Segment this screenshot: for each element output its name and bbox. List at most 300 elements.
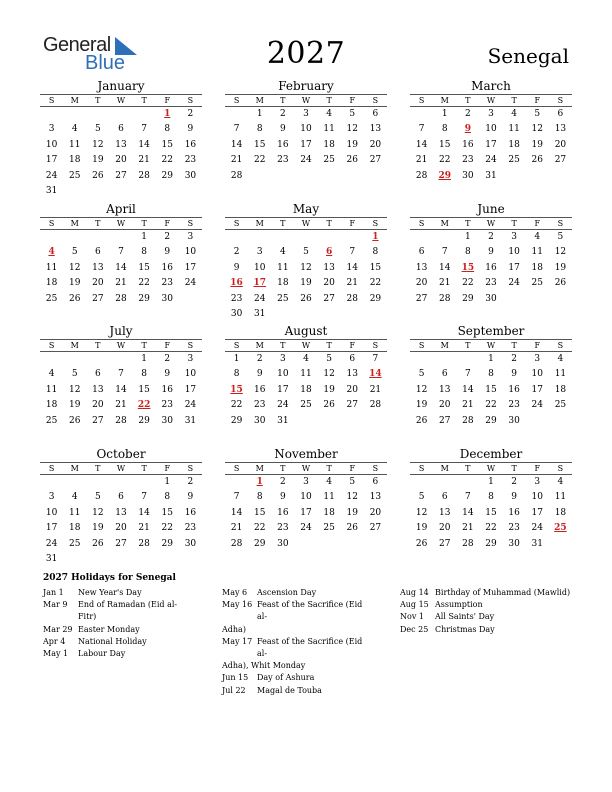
holiday-entry: [43, 648, 193, 660]
day-cell: 27: [115, 538, 127, 549]
weekday-label: W: [301, 96, 311, 105]
day-cell: 14: [230, 507, 243, 518]
holiday-name: Magal de Touba: [257, 685, 322, 695]
empty-cell: [133, 475, 156, 490]
day-cell: 10: [184, 247, 197, 258]
weekday-label: M: [440, 464, 449, 473]
empty-cell: [225, 230, 248, 245]
day-cell: 22: [230, 400, 243, 411]
weekday-header: [410, 94, 572, 107]
day-cell: 9: [511, 369, 517, 380]
day-cell: 6: [372, 109, 379, 119]
day-grid: [410, 107, 572, 184]
day-cell: 3: [488, 109, 494, 119]
day-cell: 2: [256, 354, 263, 364]
weekday-header: [410, 339, 572, 352]
holiday-day-cell: 15: [461, 262, 475, 273]
day-cell: 28: [369, 400, 382, 411]
day-cell: 28: [115, 293, 127, 304]
day-cell: 17: [300, 139, 312, 150]
day-cell: 11: [323, 492, 335, 503]
holiday-day-cell: 17: [253, 278, 266, 289]
day-cell: 19: [300, 278, 312, 289]
day-cell: 5: [557, 232, 564, 242]
weekday-header: [40, 217, 202, 230]
day-cell: 10: [508, 247, 520, 258]
holiday-entry: [222, 587, 372, 599]
holiday-name: All Saints' Day: [435, 612, 495, 622]
day-cell: 4: [48, 369, 55, 380]
day-cell: 1: [464, 232, 471, 242]
day-cell: 30: [253, 415, 266, 426]
holiday-entry: [43, 624, 193, 636]
day-cell: 6: [441, 492, 448, 503]
day-cell: 23: [253, 400, 266, 411]
day-cell: 2: [464, 109, 471, 119]
empty-cell: [109, 107, 132, 122]
day-cell: 23: [508, 523, 520, 534]
holidays-title: 2027 Holidays for Senegal: [43, 573, 176, 583]
day-cell: 7: [441, 247, 448, 258]
empty-cell: [40, 475, 63, 490]
month-september: [410, 324, 572, 429]
day-cell: 12: [346, 124, 358, 135]
holiday-entry: [43, 636, 193, 648]
holiday-date: Apr 4: [43, 636, 66, 646]
empty-cell: [63, 107, 86, 122]
holiday-column: [400, 587, 575, 636]
holiday-column: [43, 587, 193, 660]
weekday-label: M: [440, 96, 449, 105]
day-cell: 18: [45, 278, 58, 289]
weekday-header: [410, 462, 572, 475]
weekday-label: W: [301, 219, 311, 228]
weekday-label: F: [534, 464, 541, 473]
day-cell: 19: [415, 523, 428, 534]
weekday-label: S: [187, 96, 194, 105]
day-cell: 22: [253, 523, 266, 534]
day-cell: 2: [233, 247, 240, 258]
day-cell: 4: [71, 492, 78, 503]
day-cell: 28: [462, 538, 474, 549]
day-cell: 17: [300, 507, 312, 518]
day-cell: 11: [531, 247, 543, 258]
day-cell: 30: [508, 415, 520, 426]
weekday-label: T: [326, 219, 332, 228]
day-cell: 20: [369, 139, 382, 150]
day-cell: 16: [508, 384, 520, 395]
day-cell: 18: [300, 384, 312, 395]
day-cell: 17: [531, 384, 543, 395]
weekday-label: M: [255, 96, 264, 105]
weekday-label: T: [95, 464, 101, 473]
weekday-label: W: [301, 341, 311, 350]
day-cell: 30: [184, 538, 197, 549]
day-cell: 15: [253, 507, 266, 518]
day-cell: 18: [554, 384, 567, 395]
day-cell: 14: [138, 139, 150, 150]
weekday-label: W: [486, 219, 496, 228]
holiday-name-continued: Adha), Whit Monday: [222, 661, 306, 671]
weekday-label: T: [511, 341, 517, 350]
weekday-label: M: [255, 341, 264, 350]
weekday-label: S: [233, 341, 240, 350]
holiday-name: Assumption: [435, 600, 483, 610]
day-cell: 13: [438, 384, 451, 395]
month-july: [40, 324, 202, 429]
holiday-day-cell: 1: [256, 477, 263, 487]
empty-cell: [318, 230, 341, 245]
weekday-label: T: [141, 96, 147, 105]
day-cell: 5: [534, 109, 541, 119]
logo-text-blue: Blue: [85, 52, 126, 74]
day-cell: 28: [230, 538, 243, 549]
month-name: August: [284, 324, 328, 338]
day-cell: 19: [554, 262, 567, 273]
day-cell: 5: [94, 492, 101, 503]
day-cell: 19: [68, 400, 81, 411]
weekday-label: M: [255, 464, 264, 473]
day-cell: 9: [256, 369, 263, 380]
day-cell: 8: [488, 492, 494, 503]
day-cell: 10: [300, 492, 312, 503]
day-cell: 14: [462, 384, 474, 395]
day-cell: 21: [462, 400, 474, 411]
weekday-label: M: [255, 219, 264, 228]
weekday-label: T: [326, 464, 332, 473]
day-cell: 10: [531, 492, 543, 503]
weekday-label: T: [465, 219, 471, 228]
day-cell: 11: [508, 124, 520, 135]
day-cell: 15: [161, 139, 173, 150]
day-cell: 31: [253, 308, 266, 319]
day-cell: 26: [531, 155, 543, 166]
empty-cell: [271, 230, 294, 245]
day-grid: [40, 107, 202, 199]
weekday-label: S: [187, 464, 194, 473]
day-cell: 11: [554, 492, 567, 503]
day-cell: 31: [45, 185, 58, 196]
day-cell: 4: [71, 124, 78, 135]
day-cell: 24: [184, 400, 197, 411]
day-cell: 23: [508, 400, 520, 411]
day-grid: [410, 352, 572, 429]
holiday-date: May 16: [222, 600, 253, 610]
day-cell: 9: [164, 369, 171, 380]
day-cell: 26: [554, 278, 567, 289]
holiday-day-cell: 15: [230, 384, 243, 395]
empty-cell: [63, 475, 86, 490]
day-cell: 7: [464, 492, 471, 503]
weekday-label: S: [372, 96, 379, 105]
day-cell: 12: [92, 507, 104, 518]
weekday-label: S: [48, 341, 55, 350]
day-cell: 7: [349, 247, 356, 258]
page-title-year: 2027: [266, 36, 346, 71]
holiday-name: End of Ramadan (Eid al-Fitr): [78, 600, 178, 622]
day-cell: 24: [184, 278, 197, 289]
day-grid: [225, 230, 387, 322]
day-cell: 16: [184, 139, 197, 150]
day-cell: 15: [485, 507, 497, 518]
day-cell: 2: [488, 232, 494, 242]
day-cell: 11: [277, 262, 289, 273]
weekday-label: S: [418, 219, 425, 228]
day-cell: 9: [233, 262, 240, 273]
day-cell: 27: [323, 293, 335, 304]
day-cell: 22: [485, 400, 497, 411]
day-cell: 27: [92, 415, 104, 426]
day-cell: 25: [277, 293, 289, 304]
day-cell: 20: [92, 400, 104, 411]
empty-cell: [109, 230, 132, 245]
holiday-date: Jan 1: [43, 588, 64, 597]
day-cell: 7: [418, 124, 425, 135]
weekday-label: M: [70, 96, 79, 105]
day-cell: 21: [415, 155, 428, 166]
empty-cell: [294, 230, 317, 245]
weekday-label: S: [418, 341, 425, 350]
day-cell: 9: [187, 124, 194, 135]
day-cell: 14: [462, 507, 474, 518]
day-cell: 31: [485, 170, 497, 181]
day-cell: 22: [462, 278, 474, 289]
day-grid: [225, 475, 387, 552]
weekday-label: F: [164, 219, 171, 228]
day-cell: 21: [138, 155, 150, 166]
weekday-header: [40, 339, 202, 352]
day-cell: 8: [441, 124, 448, 135]
day-cell: 14: [438, 262, 451, 273]
day-cell: 1: [256, 109, 263, 119]
month-name: December: [459, 447, 523, 461]
day-cell: 24: [485, 155, 497, 166]
holiday-date: May 6: [222, 588, 248, 597]
day-cell: 8: [256, 492, 263, 503]
day-cell: 31: [45, 553, 58, 564]
day-cell: 9: [511, 492, 517, 503]
day-cell: 20: [115, 523, 127, 534]
holiday-day-cell: 29: [438, 170, 451, 181]
day-cell: 6: [94, 369, 101, 380]
day-cell: 16: [485, 262, 497, 273]
empty-cell: [410, 107, 433, 122]
day-cell: 4: [534, 232, 541, 242]
weekday-label: T: [326, 96, 332, 105]
holiday-name-continued: Adha): [222, 624, 246, 634]
weekday-header: [225, 462, 387, 475]
day-cell: 8: [488, 369, 494, 380]
weekday-header: [40, 94, 202, 107]
holiday-entry: [222, 599, 372, 623]
day-cell: 2: [511, 354, 517, 364]
day-cell: 28: [346, 293, 358, 304]
weekday-label: S: [233, 96, 240, 105]
empty-cell: [86, 475, 109, 490]
day-cell: 23: [230, 293, 243, 304]
month-name: September: [457, 324, 525, 338]
day-cell: 2: [279, 477, 286, 487]
day-cell: 6: [349, 354, 356, 364]
country-name: Senegal: [487, 44, 569, 68]
day-cell: 11: [300, 369, 312, 380]
day-cell: 22: [253, 155, 266, 166]
day-cell: 24: [531, 400, 543, 411]
day-cell: 6: [118, 492, 124, 503]
weekday-label: T: [326, 341, 332, 350]
weekday-label: T: [280, 96, 286, 105]
day-cell: 20: [369, 507, 382, 518]
weekday-label: F: [349, 219, 356, 228]
holiday-name: Day of Ashura: [257, 673, 315, 683]
day-cell: 26: [415, 538, 428, 549]
day-cell: 16: [253, 384, 266, 395]
day-cell: 11: [45, 384, 58, 395]
day-cell: 13: [346, 369, 358, 380]
weekday-label: T: [280, 219, 286, 228]
holiday-entry: [400, 611, 575, 623]
weekday-label: W: [116, 341, 126, 350]
day-cell: 26: [415, 415, 428, 426]
day-cell: 8: [233, 369, 240, 380]
month-january: [40, 79, 202, 199]
day-cell: 15: [369, 262, 382, 273]
day-cell: 28: [138, 170, 150, 181]
day-cell: 12: [415, 384, 428, 395]
day-cell: 1: [141, 232, 147, 242]
day-cell: 8: [164, 124, 171, 135]
day-cell: 11: [45, 262, 58, 273]
weekday-label: F: [164, 341, 171, 350]
day-cell: 15: [138, 262, 150, 273]
day-cell: 24: [531, 523, 543, 534]
day-cell: 19: [346, 507, 358, 518]
month-november: [225, 447, 387, 552]
day-cell: 13: [438, 507, 451, 518]
day-grid: [410, 230, 572, 307]
day-cell: 24: [45, 538, 58, 549]
day-cell: 16: [277, 507, 289, 518]
weekday-label: T: [95, 341, 101, 350]
day-cell: 24: [277, 400, 289, 411]
day-cell: 29: [138, 293, 150, 304]
month-may: [225, 202, 387, 322]
day-cell: 10: [45, 507, 58, 518]
day-cell: 21: [115, 400, 127, 411]
empty-cell: [86, 230, 109, 245]
day-cell: 22: [485, 523, 497, 534]
weekday-header: [225, 339, 387, 352]
day-cell: 15: [438, 139, 451, 150]
day-cell: 25: [45, 293, 58, 304]
logo-text-general: General: [43, 34, 111, 56]
day-cell: 1: [141, 354, 147, 364]
weekday-label: T: [465, 96, 471, 105]
day-cell: 25: [323, 155, 335, 166]
holiday-date: Jun 15: [222, 673, 249, 683]
weekday-label: F: [534, 341, 541, 350]
day-cell: 18: [531, 262, 543, 273]
holiday-day-cell: 6: [326, 247, 333, 258]
month-name: May: [292, 202, 320, 216]
weekday-label: W: [301, 464, 311, 473]
weekday-label: F: [349, 464, 356, 473]
day-cell: 12: [68, 262, 81, 273]
weekday-label: M: [70, 219, 79, 228]
day-cell: 14: [138, 507, 150, 518]
day-cell: 31: [277, 415, 289, 426]
day-cell: 19: [92, 523, 104, 534]
day-cell: 5: [94, 124, 101, 135]
day-cell: 9: [488, 247, 494, 258]
weekday-label: S: [187, 219, 194, 228]
weekday-label: S: [48, 464, 55, 473]
day-cell: 31: [531, 538, 543, 549]
holiday-name: National Holiday: [78, 636, 147, 646]
holiday-entry: [400, 599, 575, 611]
day-cell: 18: [323, 139, 335, 150]
day-cell: 20: [554, 139, 567, 150]
day-cell: 24: [300, 155, 312, 166]
day-cell: 2: [511, 477, 517, 487]
empty-cell: [63, 352, 86, 367]
day-cell: 23: [161, 278, 173, 289]
weekday-label: S: [372, 341, 379, 350]
day-cell: 29: [369, 293, 382, 304]
month-name: January: [97, 79, 145, 93]
day-cell: 8: [256, 124, 263, 135]
day-cell: 11: [68, 507, 81, 518]
weekday-label: T: [280, 464, 286, 473]
day-grid: [40, 475, 202, 567]
day-cell: 14: [346, 262, 358, 273]
day-cell: 25: [323, 523, 335, 534]
weekday-label: M: [440, 341, 449, 350]
day-grid: [225, 107, 387, 184]
day-cell: 13: [323, 262, 335, 273]
day-cell: 26: [92, 170, 104, 181]
day-cell: 20: [438, 400, 451, 411]
holiday-day-cell: 1: [372, 232, 379, 242]
day-cell: 3: [534, 354, 541, 364]
day-cell: 3: [303, 109, 309, 119]
empty-cell: [410, 352, 433, 367]
weekday-label: F: [349, 96, 356, 105]
weekday-label: S: [233, 219, 240, 228]
day-cell: 6: [94, 247, 101, 258]
day-cell: 3: [511, 232, 517, 242]
day-cell: 18: [508, 139, 520, 150]
empty-cell: [341, 230, 364, 245]
day-cell: 8: [164, 492, 171, 503]
day-cell: 26: [68, 293, 81, 304]
month-december: [410, 447, 572, 552]
day-cell: 10: [45, 139, 58, 150]
month-april: [40, 202, 202, 307]
day-cell: 27: [346, 400, 358, 411]
day-cell: 15: [138, 384, 150, 395]
month-name: October: [96, 447, 146, 461]
day-cell: 21: [346, 278, 358, 289]
day-cell: 4: [326, 477, 332, 487]
day-cell: 7: [464, 369, 471, 380]
day-cell: 26: [346, 155, 358, 166]
day-cell: 22: [138, 278, 150, 289]
day-cell: 23: [277, 523, 289, 534]
holiday-day-cell: 25: [554, 523, 567, 534]
holiday-entry: [222, 636, 372, 660]
day-cell: 7: [141, 124, 147, 135]
